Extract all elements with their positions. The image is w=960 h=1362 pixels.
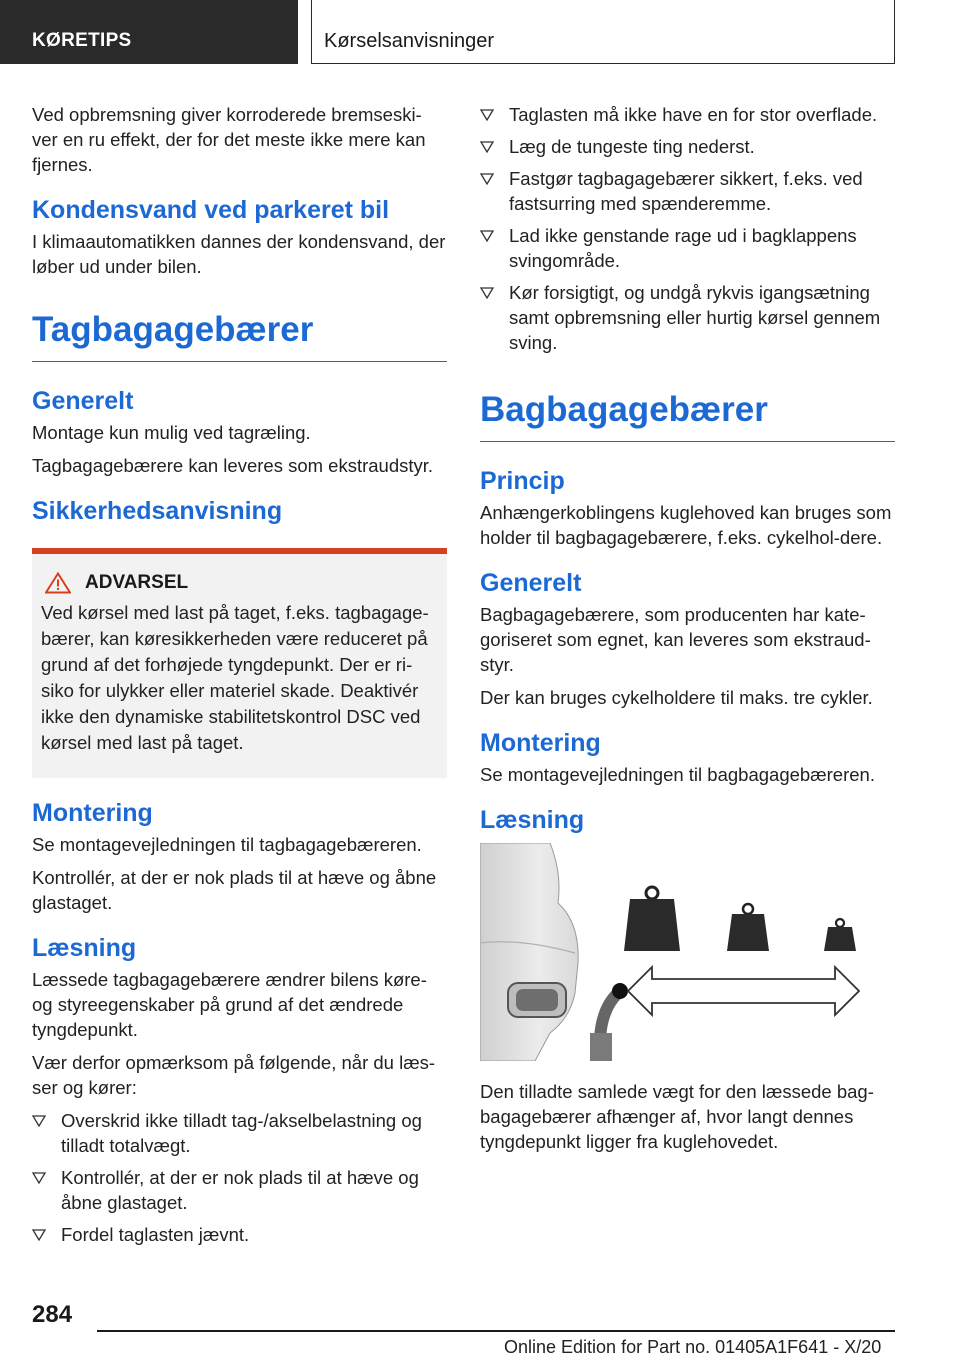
footer-edition: Online Edition for Part no. 01405A1F641 - X/20 [504, 1337, 882, 1357]
roof-loading-list-continued [480, 102, 895, 355]
roof-general-p1: Montage kun mulig ved tagræling. [32, 422, 311, 443]
condensation-heading: Kondensvand ved parkeret bil [32, 196, 390, 224]
roof-loading-heading: Læsning [32, 934, 137, 962]
bullet-triangle-icon [32, 1229, 46, 1241]
rear-general-p2: Der kan bruges cykelholdere til maks. tre cykler. [480, 687, 873, 708]
rear-mounting-paragraph: Se montagevejledningen til bagbagagebæreren. [480, 764, 875, 785]
roof-mounting-heading: Montering [32, 799, 153, 827]
roof-mounting-p1: Se montagevejledningen til tagbagagebæreren. [32, 834, 422, 855]
bullet-triangle-icon [480, 287, 494, 299]
condensation-paragraph: I klimaautomatikken dannes der kondensvand, der løber ud under bilen. [32, 231, 446, 277]
roof-loading-p1: Læssede tagbagagebærere ændrer bilens køre- og styreegenskaber på grund af det ændrede tyngdepunkt. [32, 969, 427, 1040]
roof-general-p2: Tagbagagebærere kan leveres som ekstraudstyr. [32, 455, 434, 476]
load-distance-illustration [480, 843, 895, 1061]
page-number: 284 [32, 1301, 73, 1328]
page-header-title: Kørselsanvisninger [311, 0, 895, 64]
roof-mounting-p2: Kontrollér, at der er nok plads til at hæve og åbne glastaget. [32, 867, 437, 913]
rear-mounting-heading: Montering [480, 729, 601, 757]
rear-carrier-diagram [480, 843, 895, 1061]
warning-label: ADVARSEL [85, 572, 189, 593]
left-column [32, 102, 447, 1254]
roof-rack-heading: Tagbagagebærer [32, 309, 447, 362]
list-item: Lad ikke genstande rage ud i bagklappens svingområde. [480, 223, 895, 273]
bullet-triangle-icon [32, 1172, 46, 1184]
bullet-triangle-icon [480, 173, 494, 185]
chapter-tab: KØRETIPS [0, 0, 298, 64]
roof-loading-p2: Vær derfor opmærksom på følgende, når du læs-ser og kører: [32, 1052, 436, 1098]
list-item: Fastgør tagbagagebærer sikkert, f.eks. ved fastsurring med spænderemme. [480, 166, 895, 216]
list-item: Kontrollér, at der er nok plads til at hæve og åbne glastaget. [32, 1165, 447, 1215]
right-column [480, 102, 895, 1162]
list-item: Kør forsigtigt, og undgå rykvis igangsætning samt opbremsning eller hurtig kørsel gennem sving. [480, 280, 895, 355]
warning-header [45, 572, 437, 594]
rear-carrier-heading: Bagbagagebærer [480, 389, 895, 442]
bullet-triangle-icon [480, 109, 494, 121]
list-item: Overskrid ikke tilladt tag-/akselbelastning og tilladt totalvægt. [32, 1108, 447, 1158]
principle-paragraph: Anhængerkoblingens kuglehoved kan bruges som holder til bagbagagebærere, f.eks. cykelhol-dere. [480, 502, 892, 548]
bullet-triangle-icon [480, 230, 494, 242]
warning-box [32, 548, 447, 778]
principle-heading: Princip [480, 467, 565, 495]
roof-general-heading: Generelt [32, 387, 134, 415]
list-item: Fordel taglasten jævnt. [32, 1222, 447, 1247]
list-item: Taglasten må ikke have en for stor overflade. [480, 102, 895, 127]
figure-caption: Den tilladte samlede vægt for den læssede bag-bagagebærer afhænger af, hvor langt dennes tyngdepunkt ligger fra kuglehovedet. [480, 1081, 874, 1152]
intro-paragraph: Ved opbremsning giver korroderede bremseski-ver en ru effekt, der for det meste ikke mere kan fjernes. [32, 104, 426, 175]
roof-loading-list [32, 1108, 447, 1247]
bullet-triangle-icon [480, 141, 494, 153]
rear-general-heading: Generelt [480, 569, 582, 597]
rear-loading-heading: Læsning [480, 806, 585, 834]
footer-divider [97, 1330, 895, 1332]
warning-text: Ved kørsel med last på taget, f.eks. tagbagage-bærer, kan køresikkerheden være reduceret på grund af det forhøjede tyngdepunkt. Der er ri-siko for ulykker eller materiel skade. Deaktivér ikke den dynamiske stabilitetskontrol DSC ved kørsel med last på taget. [41, 602, 429, 753]
bullet-triangle-icon [32, 1115, 46, 1127]
warning-triangle-icon [45, 572, 71, 594]
safety-heading: Sikkerhedsanvisning [32, 497, 283, 525]
rear-general-p1: Bagbagagebærere, som producenten har kate-goriseret som egnet, kan leveres som ekstraud-styr. [480, 604, 871, 675]
list-item: Læg de tungeste ting nederst. [480, 134, 895, 159]
